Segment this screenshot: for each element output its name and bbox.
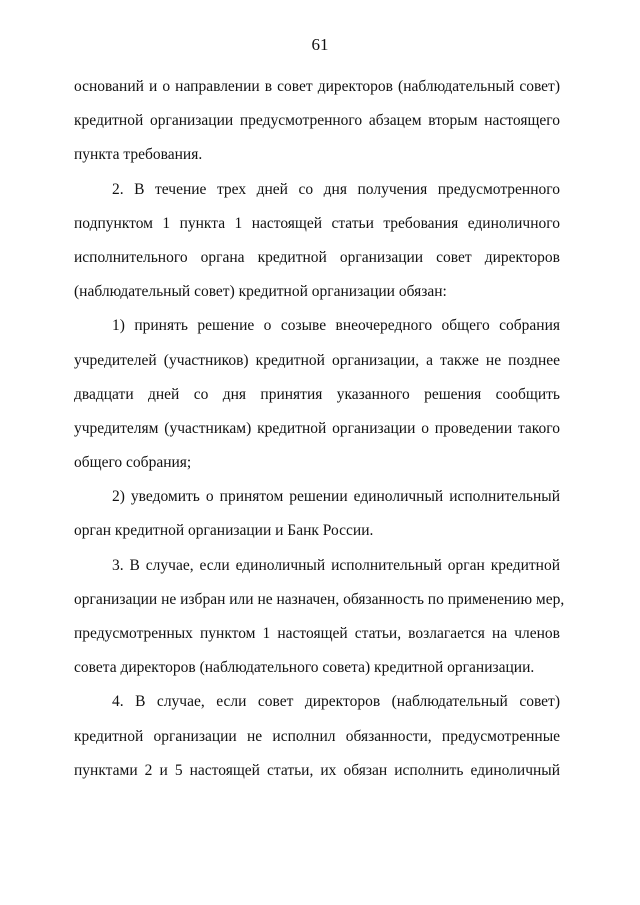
text-line: учредителей (участников) кредитной организации, а также не позднее: [74, 351, 560, 369]
text-line: оснований и о направлении в совет директоров (наблюдательный совет): [74, 78, 560, 95]
text-line: (наблюдательный совет) кредитной организации обязан:: [74, 283, 447, 301]
text-line: пунктами 2 и 5 настоящей статьи, их обязан исполнить единоличный: [74, 761, 560, 779]
document-body: [74, 70, 565, 788]
text-line: 4. В случае, если совет директоров (наблюдательный совет): [112, 693, 560, 711]
text-line: совета директоров (наблюдательного совета) кредитной организации.: [74, 659, 535, 677]
text-line: двадцати дней со дня принятия указанного решения сообщить: [74, 385, 560, 403]
text-line: орган кредитной организации и Банк России.: [74, 522, 374, 540]
text-line: подпунктом 1 пункта 1 настоящей статьи требования единоличного: [74, 214, 560, 232]
text-line: общего собрания;: [74, 454, 192, 472]
text-line: организации не избран или не назначен, обязанность по применению мер,: [74, 590, 565, 608]
text-line: кредитной организации не исполнил обязанности, предусмотренные: [74, 727, 560, 745]
page-number: 61: [311, 35, 329, 54]
text-line: исполнительного органа кредитной организации совет директоров: [74, 248, 560, 266]
text-line: 2. В течение трех дней со дня получения предусмотренного: [112, 180, 560, 198]
text-line: 1) принять решение о созыве внеочередного общего собрания: [112, 317, 560, 335]
text-line: пункта требования.: [74, 146, 203, 164]
text-line: кредитной организации предусмотренного абзацем вторым настоящего: [74, 112, 560, 130]
text-line: 3. В случае, если единоличный исполнительный орган кредитной: [112, 556, 560, 574]
text-line: 2) уведомить о принятом решении единоличный исполнительный: [112, 488, 560, 506]
text-line: предусмотренных пунктом 1 настоящей статьи, возлагается на членов: [74, 625, 560, 642]
text-line: учредителям (участникам) кредитной организации о проведении такого: [74, 419, 560, 437]
